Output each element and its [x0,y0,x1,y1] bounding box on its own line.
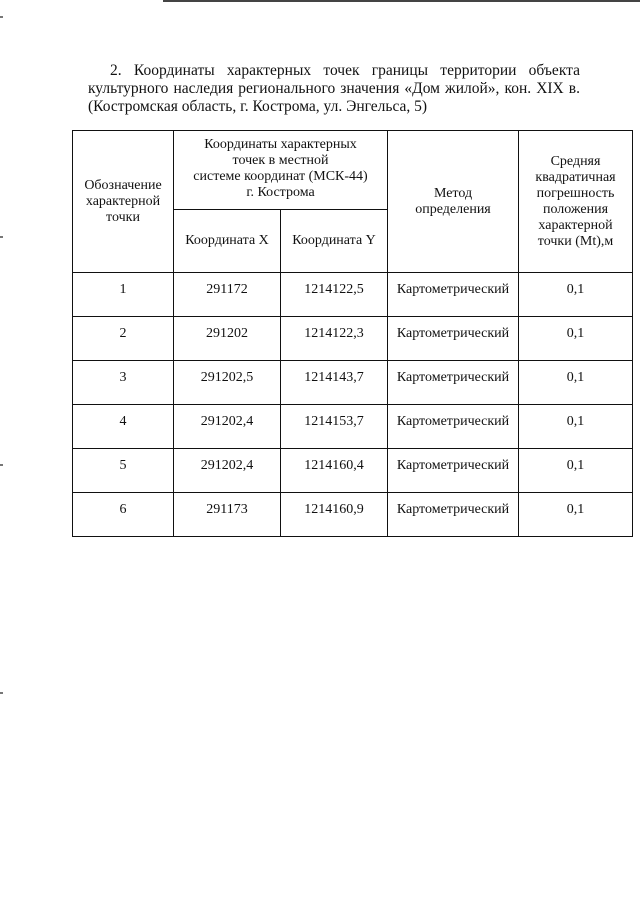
cell-method: Картометрический [388,493,519,537]
cell-coord-x: 291172 [174,273,281,317]
header-coordinates-group: Координаты характерных точек в местной системе координат (МСК-44) г. Кострома [174,131,388,210]
cell-error: 0,1 [519,493,633,537]
cell-coord-y: 1214160,4 [281,449,388,493]
margin-mark [0,692,3,694]
table-row [73,405,633,449]
cell-coord-x: 291202,4 [174,449,281,493]
header-coord-y: Координата Y [281,210,388,273]
cell-coord-x: 291202,4 [174,405,281,449]
cell-error: 0,1 [519,449,633,493]
cell-point: 4 [73,405,174,449]
header-error: Средняя квадратичная погрешность положения характерной точки (Mt),м [519,131,633,273]
cell-method: Картометрический [388,405,519,449]
heading-line: культурного наследия регионального значения «Дом жилой», кон. XIX в. [88,80,580,97]
heading-line: (Костромская область, г. Кострома, ул. Энгельса, 5) [88,98,428,115]
margin-mark [0,236,3,238]
table-row [73,449,633,493]
header-method: Метод определения [388,131,519,273]
cell-error: 0,1 [519,405,633,449]
table-row [73,273,633,317]
cell-point: 6 [73,493,174,537]
cell-method: Картометрический [388,317,519,361]
cell-error: 0,1 [519,273,633,317]
cell-coord-x: 291173 [174,493,281,537]
table-row [73,493,633,537]
page-top-rule [163,0,640,2]
cell-coord-y: 1214122,3 [281,317,388,361]
coordinates-table [72,130,633,537]
cell-point: 5 [73,449,174,493]
margin-mark [0,16,3,18]
table-row [73,361,633,405]
cell-method: Картометрический [388,273,519,317]
cell-coord-x: 291202,5 [174,361,281,405]
cell-method: Картометрический [388,449,519,493]
cell-point: 1 [73,273,174,317]
cell-error: 0,1 [519,317,633,361]
section-heading [88,62,580,116]
header-point-label: Обозначение характерной точки [73,131,174,273]
cell-coord-y: 1214160,9 [281,493,388,537]
cell-coord-y: 1214122,5 [281,273,388,317]
cell-point: 3 [73,361,174,405]
cell-method: Картометрический [388,361,519,405]
cell-point: 2 [73,317,174,361]
cell-coord-y: 1214143,7 [281,361,388,405]
header-coord-x: Координата X [174,210,281,273]
heading-line: 2. Координаты характерных точек границы территории объекта [110,62,580,79]
cell-coord-x: 291202 [174,317,281,361]
margin-mark [0,464,3,466]
cell-coord-y: 1214153,7 [281,405,388,449]
cell-error: 0,1 [519,361,633,405]
table-row [73,317,633,361]
